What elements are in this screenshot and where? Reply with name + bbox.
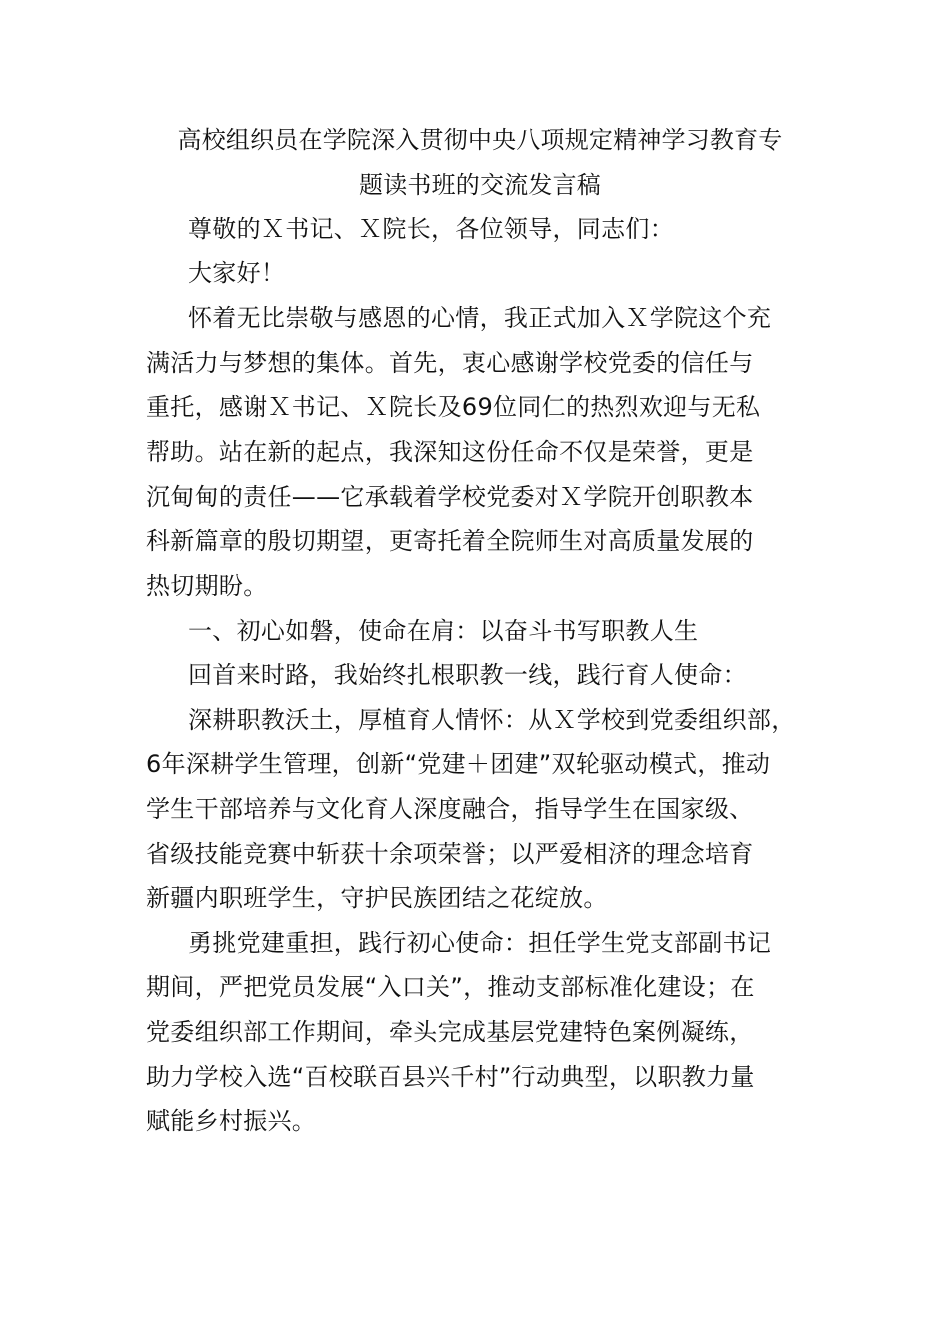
paragraph-line: 回首来时路，我始终扎根职教一线，践行育人使命： <box>188 661 747 689</box>
paragraph-line: 帮助。站在新的起点，我深知这份任命不仅是荣誉，更是 <box>146 438 754 466</box>
salutation: 尊敬的Ｘ书记、Ｘ院长，各位领导，同志们： <box>188 215 674 243</box>
paragraph-line: 深耕职教沃土，厚植育人情怀：从Ｘ学校到党委组织部， <box>188 706 796 734</box>
document-title-line-2: 题读书班的交流发言稿 <box>359 171 601 199</box>
paragraph-line: 省级技能竞赛中斩获十余项荣誉；以严爱相济的理念培育 <box>146 840 754 868</box>
paragraph-line: 党委组织部工作期间，牵头完成基层党建特色案例凝练， <box>146 1018 754 1046</box>
paragraph-line: 重托，感谢Ｘ书记、Ｘ院长及69位同仁的热烈欢迎与无私 <box>146 393 761 421</box>
paragraph-line: 期间，严把党员发展“入口关”，推动支部标准化建设；在 <box>146 973 755 1001</box>
paragraph-line: 6年深耕学生管理，创新“党建＋团建”双轮驱动模式，推动 <box>146 750 771 778</box>
paragraph-line: 新疆内职班学生，守护民族团结之花绽放。 <box>146 884 608 912</box>
paragraph-line: 热切期盼。 <box>146 572 268 600</box>
paragraph-line: 科新篇章的殷切期望，更寄托着全院师生对高质量发展的 <box>146 527 754 555</box>
greeting: 大家好！ <box>188 259 286 287</box>
paragraph-line: 助力学校入选“百校联百县兴千村”行动典型，以职教力量 <box>146 1063 755 1091</box>
paragraph-line: 学生干部培养与文化育人深度融合，指导学生在国家级、 <box>146 795 754 823</box>
section-heading: 一、初心如磐，使命在肩：以奋斗书写职教人生 <box>188 617 699 645</box>
paragraph-line: 勇挑党建重担，践行初心使命：担任学生党支部副书记 <box>188 929 772 957</box>
paragraph-line: 怀着无比崇敬与感恩的心情，我正式加入Ｘ学院这个充 <box>188 304 772 332</box>
document-title-line-1: 高校组织员在学院深入贯彻中央八项规定精神学习教育专 <box>177 126 783 154</box>
paragraph-line: 满活力与梦想的集体。首先，衷心感谢学校党委的信任与 <box>146 349 754 377</box>
paragraph-line: 赋能乡村振兴。 <box>146 1107 317 1135</box>
paragraph-line: 沉甸甸的责任——它承载着学校党委对Ｘ学院开创职教本 <box>146 483 754 511</box>
